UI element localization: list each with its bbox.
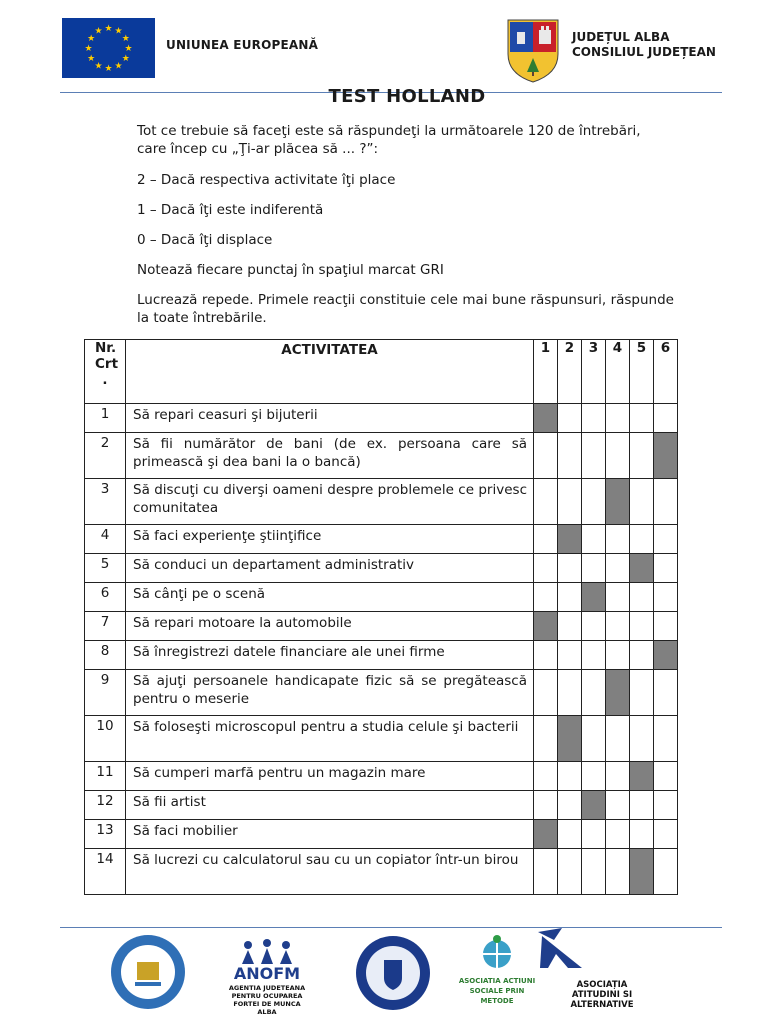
row-activity-text: Să fii artist <box>133 794 206 810</box>
score-cell <box>630 404 654 433</box>
score-cell <box>606 404 630 433</box>
eu-label: UNIUNEA EUROPEANĂ <box>166 38 319 52</box>
row-number: 5 <box>85 554 126 583</box>
footer-logos <box>0 928 768 1024</box>
row-activity <box>126 433 534 479</box>
row-activity <box>126 820 534 849</box>
social-actions-label: ASOCIATIA ACTIUNI SOCIALE PRIN METODE <box>458 977 536 1005</box>
score-cell <box>630 612 654 641</box>
score-cell <box>630 583 654 612</box>
score-cell <box>630 479 654 525</box>
row-activity-text: Să foloseşti microscopul pentru a studia celule şi bacterii <box>133 719 519 735</box>
score-cell <box>582 849 606 895</box>
row-activity <box>126 716 534 762</box>
row-activity-text: Să lucrezi cu calculatorul sau cu un copiator într-un birou <box>133 852 519 868</box>
score-cell-gray[interactable] <box>534 404 558 433</box>
score-cell-gray[interactable] <box>654 433 678 479</box>
score-cell <box>582 554 606 583</box>
score-cell-gray[interactable] <box>606 479 630 525</box>
social-actions-association-logo <box>454 934 540 1010</box>
row-activity <box>126 404 534 433</box>
score-cell <box>558 820 582 849</box>
eu-star-icon: ★ <box>84 44 93 54</box>
eu-star-icon: ★ <box>94 61 103 72</box>
table-row <box>85 583 678 612</box>
score-cell <box>630 716 654 762</box>
score-cell <box>606 762 630 791</box>
row-number: 1 <box>85 404 126 433</box>
row-activity <box>126 479 534 525</box>
score-cell <box>606 716 630 762</box>
table-row <box>85 791 678 820</box>
scale-0: 0 – Dacă îţi displace <box>137 232 273 248</box>
row-activity <box>126 583 534 612</box>
score-cell <box>582 404 606 433</box>
score-cell <box>534 641 558 670</box>
row-activity-text: Să discuţi cu diverşi oameni despre problemele ce privesc comunitatea <box>133 482 527 516</box>
row-activity-text: Să înregistrezi datele financiare ale unei firme <box>133 644 445 660</box>
header-nr <box>85 340 126 404</box>
eu-star-icon: ★ <box>114 61 123 72</box>
score-cell <box>654 762 678 791</box>
row-number: 10 <box>85 716 126 762</box>
score-cell <box>606 433 630 479</box>
table-row <box>85 404 678 433</box>
header-nr-label: Nr. Crt . <box>95 340 119 388</box>
header-col-5: 5 <box>630 340 654 404</box>
row-activity <box>126 849 534 895</box>
score-cell <box>654 612 678 641</box>
score-cell-gray[interactable] <box>534 612 558 641</box>
employers-association-seal-icon <box>354 934 432 1012</box>
eu-star-icon: ★ <box>114 26 123 37</box>
score-cell <box>582 762 606 791</box>
row-activity-text: Să faci mobilier <box>133 823 238 839</box>
row-activity-text: Să cumperi marfă pentru un magazin mare <box>133 765 426 781</box>
score-cell-gray[interactable] <box>654 641 678 670</box>
score-cell <box>630 641 654 670</box>
score-cell <box>582 670 606 716</box>
table-row <box>85 641 678 670</box>
score-cell <box>630 820 654 849</box>
score-cell-gray[interactable] <box>630 762 654 791</box>
row-activity-text: Să fii numărător de bani (de ex. persoana care să primească şi dea bani la o bancă) <box>133 436 527 470</box>
score-cell-gray[interactable] <box>606 670 630 716</box>
score-cell <box>654 554 678 583</box>
page-title: TEST HOLLAND <box>328 86 486 107</box>
table-row <box>85 820 678 849</box>
eu-star-icon: ★ <box>121 54 130 64</box>
scale-1: 1 – Dacă îţi este indiferentă <box>137 202 324 218</box>
table-row <box>85 525 678 554</box>
row-number: 6 <box>85 583 126 612</box>
eu-star-icon: ★ <box>87 34 96 44</box>
holland-test-table <box>84 339 678 895</box>
table-row <box>85 670 678 716</box>
score-cell <box>582 716 606 762</box>
score-cell <box>606 612 630 641</box>
table-row <box>85 612 678 641</box>
score-cell <box>582 479 606 525</box>
score-cell <box>534 716 558 762</box>
row-activity-text: Să ajuţi persoanele handicapate fizic să se pregătească pentru o meserie <box>133 673 527 707</box>
header-activity-label: ACTIVITATEA <box>281 342 378 358</box>
row-number: 3 <box>85 479 126 525</box>
score-cell <box>630 670 654 716</box>
row-activity <box>126 791 534 820</box>
row-number: 11 <box>85 762 126 791</box>
score-cell <box>582 433 606 479</box>
arrow-logo-icon <box>538 928 588 974</box>
eu-stars-icon <box>62 18 155 78</box>
instruction-fast: Lucrează repede. Primele reacţii constituie cele mai bune răspunsuri, răspunde la toate întrebările. <box>137 292 674 326</box>
alba-county-crest-icon <box>504 16 562 84</box>
table-row <box>85 433 678 479</box>
score-cell <box>558 433 582 479</box>
score-cell-gray[interactable] <box>582 583 606 612</box>
county-name: JUDEȚUL ALBA <box>572 30 670 44</box>
row-number: 7 <box>85 612 126 641</box>
score-cell <box>654 849 678 895</box>
score-cell <box>630 433 654 479</box>
score-cell <box>558 612 582 641</box>
score-cell <box>582 525 606 554</box>
score-cell <box>606 525 630 554</box>
eu-star-icon: ★ <box>87 54 96 64</box>
council-name: CONSILIUL JUDEȚEAN <box>572 45 716 59</box>
county-council-label <box>572 30 716 60</box>
header-activity <box>126 340 534 404</box>
score-cell-gray[interactable] <box>630 554 654 583</box>
score-cell <box>654 583 678 612</box>
score-cell <box>558 670 582 716</box>
score-cell <box>534 670 558 716</box>
header-col-2: 2 <box>558 340 582 404</box>
header-col-6: 6 <box>654 340 678 404</box>
score-cell <box>606 641 630 670</box>
row-number: 4 <box>85 525 126 554</box>
score-cell <box>558 479 582 525</box>
globe-icon <box>454 934 540 974</box>
row-activity-text: Să cânţi pe o scenă <box>133 586 266 602</box>
score-cell <box>534 433 558 479</box>
eu-star-icon: ★ <box>104 24 113 34</box>
score-cell <box>534 554 558 583</box>
score-cell <box>606 820 630 849</box>
score-cell <box>606 554 630 583</box>
score-cell <box>654 670 678 716</box>
score-cell <box>534 849 558 895</box>
score-cell <box>558 849 582 895</box>
score-cell-gray[interactable] <box>558 716 582 762</box>
anofm-logo <box>228 938 306 1016</box>
table-row <box>85 762 678 791</box>
row-activity <box>126 554 534 583</box>
score-cell <box>630 791 654 820</box>
score-cell <box>534 583 558 612</box>
table-row <box>85 849 678 895</box>
score-cell <box>606 583 630 612</box>
row-number: 8 <box>85 641 126 670</box>
row-number: 13 <box>85 820 126 849</box>
row-number: 14 <box>85 849 126 895</box>
eu-star-icon: ★ <box>124 44 133 54</box>
score-cell <box>606 849 630 895</box>
score-cell <box>582 820 606 849</box>
score-cell-gray[interactable] <box>534 820 558 849</box>
row-activity-text: Să faci experienţe ştiinţifice <box>133 528 322 544</box>
row-activity <box>126 525 534 554</box>
header-col-1: 1 <box>534 340 558 404</box>
row-number: 9 <box>85 670 126 716</box>
score-cell <box>654 404 678 433</box>
anofm-wordmark: ANOFM <box>233 964 301 983</box>
table-row <box>85 554 678 583</box>
score-cell <box>558 404 582 433</box>
score-cell <box>654 791 678 820</box>
score-cell <box>606 791 630 820</box>
score-cell <box>630 525 654 554</box>
row-activity <box>126 612 534 641</box>
score-cell <box>534 525 558 554</box>
score-cell <box>654 525 678 554</box>
row-activity-text: Să conduci un departament administrativ <box>133 557 415 573</box>
score-cell-gray[interactable] <box>630 849 654 895</box>
score-cell <box>534 762 558 791</box>
row-activity-text: Să repari ceasuri şi bijuterii <box>133 407 318 423</box>
score-cell <box>582 612 606 641</box>
attitudes-alternatives-logo <box>538 928 658 1024</box>
score-cell <box>534 479 558 525</box>
table-row <box>85 716 678 762</box>
score-cell <box>558 641 582 670</box>
instruction-gray: Notează fiecare punctaj în spaţiul marcat GRI <box>137 262 444 278</box>
page-header <box>0 0 768 96</box>
row-activity <box>126 641 534 670</box>
scale-2: 2 – Dacă respectiva activitate îţi place <box>137 172 396 188</box>
eu-star-icon: ★ <box>104 64 113 74</box>
row-number: 12 <box>85 791 126 820</box>
attitudes-alternatives-label: ASOCIAȚIA ATITUDINI SI ALTERNATIVE <box>570 980 634 1010</box>
score-cell <box>654 479 678 525</box>
header-col-4: 4 <box>606 340 630 404</box>
row-number: 2 <box>85 433 126 479</box>
score-cell <box>582 641 606 670</box>
anofm-subtitle: AGENTIA JUDETEANA PENTRU OCUPAREA FORTEI DE MUNCA ALBA <box>228 984 306 1016</box>
score-cell <box>558 554 582 583</box>
intro-paragraph: Tot ce trebuie să faceţi este să răspundeţi la următoarele 120 de întrebări, care încep cu „Ţi-ar plăcea să ... ?”: <box>137 123 641 157</box>
eu-star-icon: ★ <box>94 26 103 37</box>
header-col-3: 3 <box>582 340 606 404</box>
school-inspectorate-seal-icon <box>108 932 188 1012</box>
table-row <box>85 479 678 525</box>
score-cell <box>558 583 582 612</box>
score-cell-gray[interactable] <box>582 791 606 820</box>
row-activity <box>126 762 534 791</box>
score-cell <box>534 791 558 820</box>
row-activity-text: Să repari motoare la automobile <box>133 615 352 631</box>
eu-star-icon: ★ <box>121 34 130 44</box>
score-cell <box>654 716 678 762</box>
row-activity <box>126 670 534 716</box>
people-icon <box>228 938 306 966</box>
score-cell-gray[interactable] <box>558 525 582 554</box>
score-cell <box>654 820 678 849</box>
score-cell <box>558 762 582 791</box>
table-header-row <box>85 340 678 404</box>
score-cell <box>558 791 582 820</box>
eu-flag-logo <box>62 18 155 78</box>
